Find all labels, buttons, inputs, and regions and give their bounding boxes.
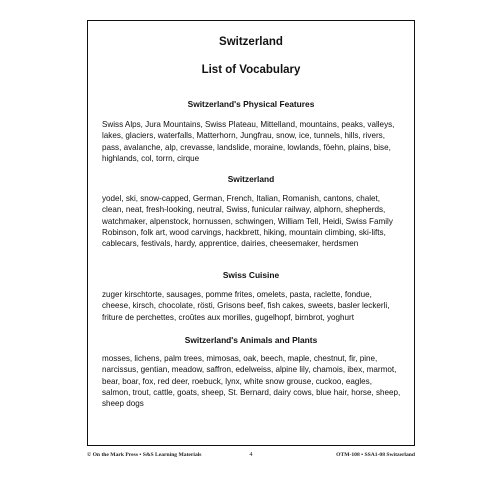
section-heading-switzerland: Switzerland [227, 174, 275, 184]
section-body-physical-features: Swiss Alps, Jura Mountains, Swiss Plateau, Mittelland, mountains, peaks, valleys, lakes, glaciers, waterfalls, Matterhorn, Jungfrau, snow, ice, tunnels, hills, rivers, pass, avalanche, alp, crevasse, landslide, moraine, lowlands, föehn, plains, bise, highlands, col, torrn, cirque [102, 120, 395, 163]
footer-product-code: OTM-108 • SSA1-08 Switzerland [336, 452, 415, 458]
footer-publisher: © On the Mark Press • S&S Learning Materials [87, 452, 202, 458]
section-heading-physical-features: Switzerland's Physical Features [187, 99, 315, 109]
section-heading-swiss-cuisine: Swiss Cuisine [222, 270, 280, 280]
section-body-switzerland: yodel, ski, snow-capped, German, French, Italian, Romanish, cantons, chalet, clean, neat, fresh-looking, neutral, Swiss, funicular railway, alphorn, shepherds, watchmaker, alpenstock, hornussen, schwingen, William Tell, Heidi, Swiss Family Robinson, folk art, wood carvings, hackbrett, hiking, mountain climbing, ski-lifts, cablecars, festivals, hardy, apprentice, dairies, cheesemaker, herdsmen [102, 194, 393, 249]
page-number: 4 [249, 451, 253, 458]
section-heading-animals-plants: Switzerland's Animals and Plants [184, 335, 318, 345]
section-body-animals-plants: mosses, lichens, palm trees, mimosas, oak, beech, maple, chestnut, fir, pine, narcissus, gentian, meadow, saffron, edelweiss, alpine lily, chamois, ibex, marmot, bear, boar, fox, red deer, roebuck, lynx, white snow grouse, cuckoo, eagles, salmon, trout, cattle, goats, sheep, St. Bernard, dairy cows, blue hair, horse, sheep, sheep dogs [102, 354, 401, 409]
document-subtitle: List of Vocabulary [201, 64, 301, 76]
document-title: Switzerland [219, 36, 283, 48]
section-body-swiss-cuisine: zuger kirschtorte, sausages, pomme frites, omelets, pasta, raclette, fondue, cheese, kirsch, chocolate, rösti, Grisons beef, fish cakes, sweets, basler leckerli, friture de perchettes, croûtes aux morilles, gugelhopf, birnbrot, yoghurt [102, 290, 390, 322]
